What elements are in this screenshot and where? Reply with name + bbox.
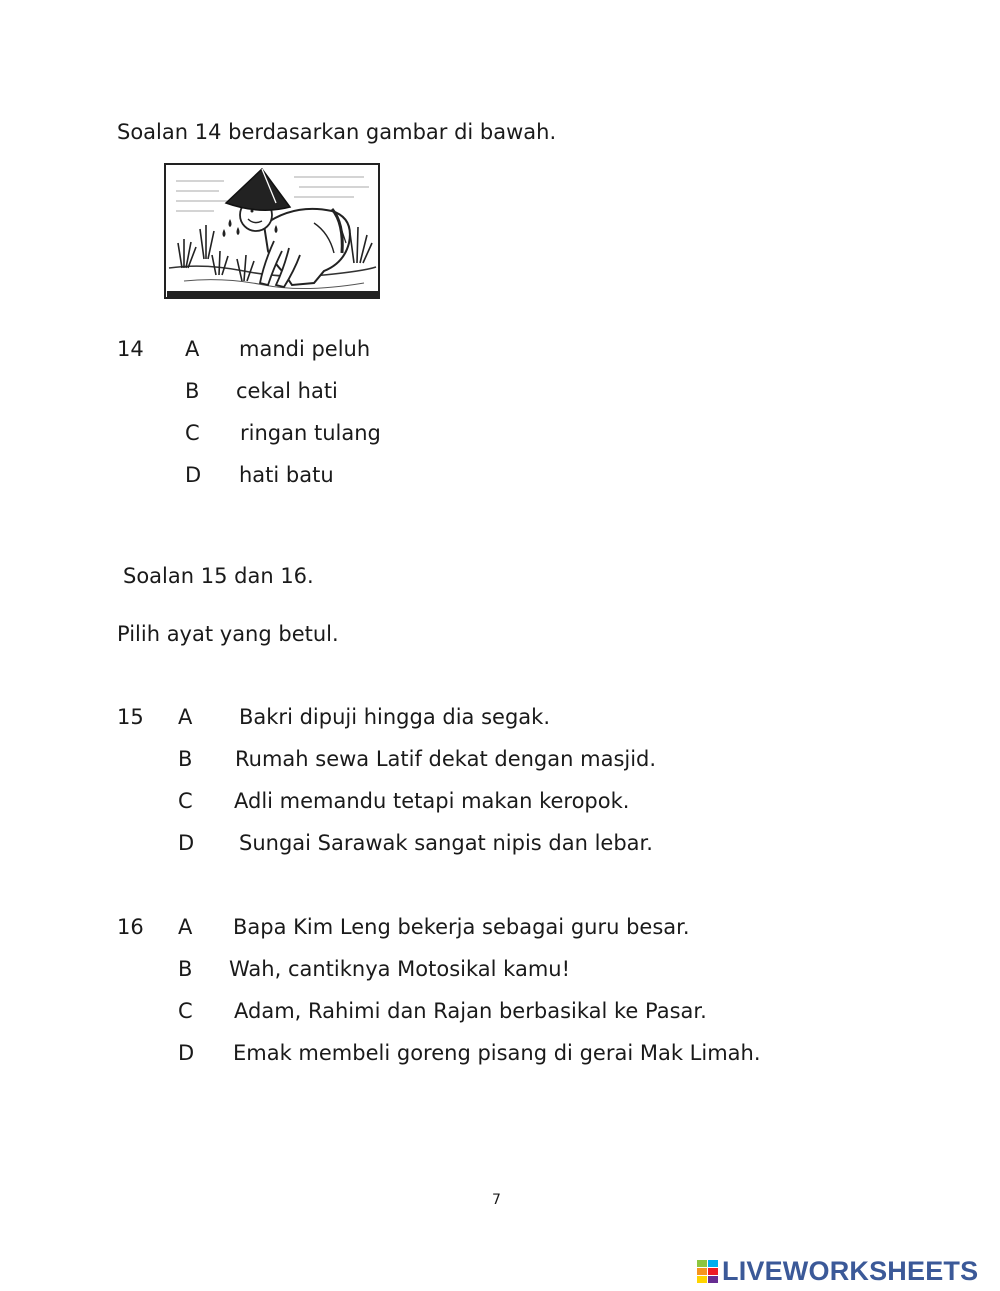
q15-option-a-text: Bakri dipuji hingga dia segak.: [239, 705, 550, 729]
q16-option-a-letter: A: [178, 915, 193, 939]
q14-option-d-text: hati batu: [239, 463, 334, 487]
liveworksheets-logo-icon: [697, 1258, 719, 1284]
q15-option-b-text: Rumah sewa Latif dekat dengan masjid.: [235, 747, 657, 771]
q15-option-d-text: Sungai Sarawak sangat nipis dan lebar.: [239, 831, 653, 855]
liveworksheets-wordmark: LIVEWORKSHEETS: [722, 1255, 979, 1286]
q14-option-d-letter: D: [185, 463, 202, 487]
q14-option-b-letter: B: [185, 379, 200, 403]
q15-option-d-letter: D: [178, 831, 195, 855]
question-15-16-instruction: Pilih ayat yang betul.: [117, 622, 339, 646]
question-15-16-intro: Soalan 15 dan 16.: [123, 564, 314, 588]
q14-option-c-text: ringan tulang: [240, 421, 381, 445]
q16-option-d-text: Emak membeli goreng pisang di gerai Mak Limah.: [233, 1041, 761, 1065]
question-15-number: 15: [117, 705, 144, 729]
farmer-planting-rice-illustration: [164, 163, 380, 299]
liveworksheets-brand[interactable]: [697, 1254, 978, 1288]
q16-option-b-letter: B: [178, 957, 193, 981]
page-number: 7: [492, 1192, 501, 1208]
q14-option-a-text: mandi peluh: [239, 337, 371, 361]
question-14-number: 14: [117, 337, 144, 361]
q15-option-b-letter: B: [178, 747, 193, 771]
q16-option-a-text: Bapa Kim Leng bekerja sebagai guru besar.: [233, 915, 690, 939]
question-14-intro: Soalan 14 berdasarkan gambar di bawah.: [117, 120, 557, 144]
q14-option-a-letter: A: [185, 337, 200, 361]
q16-option-d-letter: D: [178, 1041, 195, 1065]
q16-option-c-letter: C: [178, 999, 193, 1023]
q15-option-a-letter: A: [178, 705, 193, 729]
question-16-number: 16: [117, 915, 144, 939]
q14-option-c-letter: C: [185, 421, 200, 445]
q14-option-b-text: cekal hati: [236, 379, 338, 403]
q15-option-c-text: Adli memandu tetapi makan keropok.: [234, 789, 630, 813]
q16-option-b-text: Wah, cantiknya Motosikal kamu!: [229, 957, 571, 981]
q15-option-c-letter: C: [178, 789, 193, 813]
q16-option-c-text: Adam, Rahimi dan Rajan berbasikal ke Pasar.: [234, 999, 707, 1023]
